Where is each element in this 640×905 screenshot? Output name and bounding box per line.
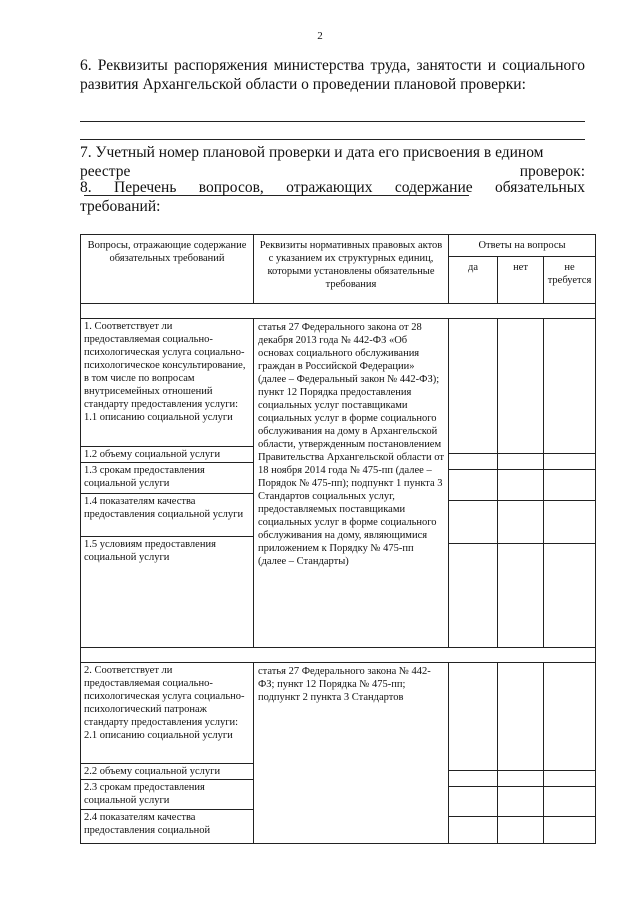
question-item: 2.4 показателям качества предоставления социальной [84, 812, 211, 836]
questions-cell [81, 663, 254, 844]
questions-cell [81, 319, 254, 648]
requirements-table [80, 234, 596, 844]
item-6-text: 6. Реквизиты распоряжения министерства труда, занятости и социального развития Архангельской области о проведении плановой проверки: [80, 57, 585, 93]
requisites-cell: статья 27 Федерального закона № 442-ФЗ; пункт 12 Порядка № 475-пп; подпункт 2 пункта 3 Стандартов [254, 663, 449, 844]
answer-yes-cell [449, 319, 498, 648]
question-item: 2.3 срокам предоставления социальной услуги [81, 780, 253, 810]
question-item: 1. Соответствует ли предоставляемая социально-психологическая услуга социально-психологическое консультирование, в том числе по вопросам внутрисемейных отношений стандарту предоставления услуги: 1.1 описанию социальной услуги [81, 319, 253, 447]
answer-not-required-cell [544, 319, 596, 648]
question-item: 1.3 срокам предоставления социальной услуги [81, 463, 253, 494]
item-8-word: вопросов, [198, 179, 264, 196]
answer-yes-cell [449, 663, 498, 844]
blank-line-2 [80, 139, 585, 140]
answer-not-required-cell [544, 663, 596, 844]
question-item: 1.5 условиям предоставления социальной услуги [84, 539, 216, 563]
item-8-text [80, 178, 585, 216]
header-questions: Вопросы, отражающие содержание обязательных требований [81, 235, 254, 304]
item-8-word: 8. [80, 179, 92, 196]
item-8-word: обязательных [495, 179, 585, 196]
item-8-line1 [80, 178, 585, 197]
header-yes: да [449, 257, 498, 304]
question-item: 1.4 показателям качества предоставления социальной услуги [81, 494, 253, 537]
item-8-line2: требований: [80, 198, 161, 215]
item-7-line2: реестре проверок: [80, 163, 585, 180]
header-answers: Ответы на вопросы [449, 235, 596, 257]
table-row [81, 319, 596, 648]
answer-no-cell [498, 663, 544, 844]
question-item: 1.2 объему социальной услуги [81, 447, 253, 463]
page-number: 2 [317, 30, 323, 42]
question-item: 2.2 объему социальной услуги [81, 764, 253, 780]
header-requisites: Реквизиты нормативных правовых актов с указанием их структурных единиц, которыми установлены обязательные требования [254, 235, 449, 304]
blank-line-1 [80, 121, 585, 122]
item-8-word: Перечень [114, 179, 177, 196]
table-header-row [81, 235, 596, 257]
header-not-required: не требуется [544, 257, 596, 304]
question-item: 2. Соответствует ли предоставляемая социально-психологическая услуга социально-психологический патронаж стандарту предоставления услуги: 2.1 описанию социальной услуги [81, 663, 253, 764]
item-8-word: содержание [394, 179, 473, 196]
table-row [81, 663, 596, 844]
item-7-line1: 7. Учетный номер плановой проверки и дата его присвоения в едином [80, 144, 544, 161]
answer-no-cell [498, 319, 544, 648]
header-no: нет [498, 257, 544, 304]
item-8-word: отражающих [286, 179, 373, 196]
requisites-cell: статья 27 Федерального закона от 28 декабря 2013 года № 442-ФЗ «Об основах социального обслуживания граждан в Российской Федерации» (далее – Федеральный закон № 442-ФЗ); пункт 12 Порядка предоставления социальных услуг поставщиками социальных услуг в форме социального обслуживания на дому в Архангельской области, утвержденным постановлением Правительства Архангельской области от 18 ноября 2014 года № 475-пп (далее – Порядок № 475-пп); подпункт 1 пункта 3 Стандартов социальных услуг, предоставляемых поставщиками социальных услуг в форме социального обслуживания на дому, являющимися приложением к Порядку № 475-пп (далее – Стандарты) [254, 319, 449, 648]
